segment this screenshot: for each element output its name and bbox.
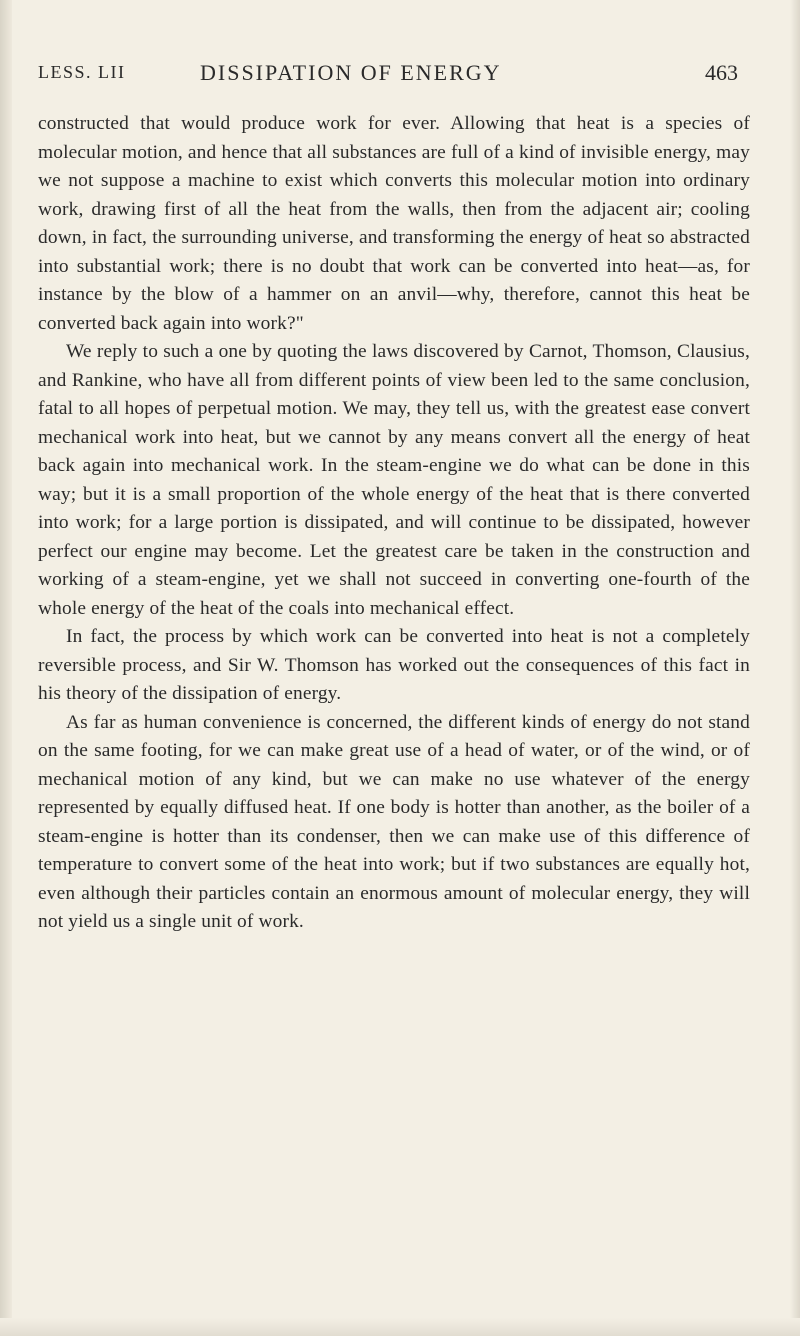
page-number: 463	[705, 60, 738, 85]
paragraph-human-convenience: As far as human convenience is concerned, the different kinds of energy do not stand on the same footing, for we can make great use of a head of water, or of the wind, or of mechanical motion of any kind, but we can make no use whatever of the energy represented by equally diffused heat. If one body is hotter than another, as the boiler of a steam-engine is hotter than its condenser, then we can make use of this difference of temperature to convert some of the heat into work; but if two substances are equally hot, even although their particles contain an enormous amount of molecular energy, they will not yield us a single unit of work.	[38, 711, 750, 932]
paragraph-continued: constructed that would produce work for ever. Allowing that heat is a species of molecular motion, and hence that all substances are full of a kind of invisible energy, may we not suppose a machine to exist which converts this molecular motion into ordinary work, drawing first of all the heat from the walls, then from the adjacent air; cooling down, in fact, the surrounding universe, and transforming the energy of heat so abstracted into substantial work; there is no doubt that work can be converted into heat—as, for instance by the blow of a hammer on an anvil—why, therefore, cannot this heat be converted back again into work?"	[38, 113, 750, 334]
paragraph-carnot-thomson: We reply to such a one by quoting the laws discovered by Carnot, Thomson, Clausius, and Rankine, who have all from different points of view been led to the same conclusion, fatal to all hopes of perpetual motion. We may, they tell us, with the greatest ease convert mechanical work into heat, but we cannot by any means convert all the energy of heat back again into mechanical work. In the steam-engine we do what can be done in this way; but it is a small proportion of the whole energy of the heat that is there converted into work; for a large portion is dissipated, and will continue to be dissipated, however perfect our engine may become. Let the greatest care be taken in the construction and working of a steam-engine, yet we shall not succeed in converting one-fourth of the whole energy of the heat of the coals into mechanical effect.	[38, 341, 750, 619]
lesson-label: LESS. LII	[38, 62, 126, 82]
chapter-title: DISSIPATION OF ENERGY	[200, 60, 502, 85]
page-edge-left	[0, 0, 12, 1336]
page-edge-bottom	[0, 1318, 800, 1336]
paragraph-dissipation-theory: In fact, the process by which work can be converted into heat is not a completely reversible process, and Sir W. Thomson has worked out the consequences of this fact in his theory of the dissipation of energy.	[38, 626, 750, 704]
body-text	[38, 110, 750, 937]
running-header	[38, 60, 760, 94]
page-edge-right	[790, 0, 800, 1336]
